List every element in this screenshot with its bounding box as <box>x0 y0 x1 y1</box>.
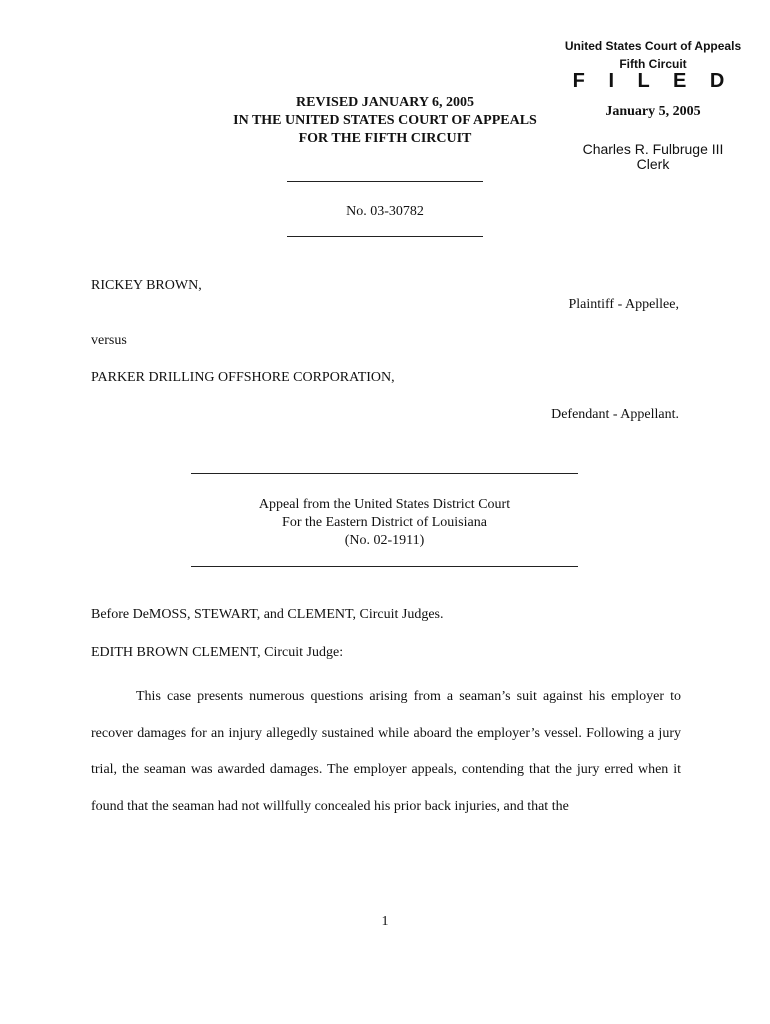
docket-number: No. 03-30782 <box>346 204 424 219</box>
stamp-court-name: United States Court of Appeals <box>564 39 742 53</box>
versus-label: versus <box>91 333 127 348</box>
stamp-clerk-name: Charles R. Fulbruge III <box>582 141 724 157</box>
stamp-circuit: Fifth Circuit <box>619 57 687 71</box>
plaintiff-name: RICKEY BROWN, <box>91 278 202 293</box>
defendant-role: Defendant - Appellant. <box>551 407 679 422</box>
stamp-filed-label: F I L E D <box>572 70 734 92</box>
circuit-line: FOR THE FIFTH CIRCUIT <box>298 131 472 146</box>
opinion-paragraph: This case presents numerous questions arising from a seaman’s suit against his employer to recover damages for an injury allegedly sustained while aboard the employer’s vessel. Following a jury trial, the seaman was awarded damages. The employer appeals, contending that the jury erred when it found that the seaman had not willfully concealed his prior back injuries, and that the <box>91 689 681 814</box>
appeal-line-1: Appeal from the United States District Court <box>258 497 511 512</box>
filed-stamp-court <box>548 37 758 73</box>
appeal-line-2: For the Eastern District of Louisiana <box>282 515 487 530</box>
stamp-filed-date: January 5, 2005 <box>605 104 701 119</box>
appeal-top-rule <box>191 473 578 474</box>
stamp-clerk-title: Clerk <box>636 156 670 172</box>
plaintiff-role: Plaintiff - Appellee, <box>568 297 679 312</box>
appeal-bottom-rule <box>191 566 578 567</box>
page-number: 1 <box>381 914 389 929</box>
docket-bottom-rule <box>287 236 483 237</box>
docket-top-rule <box>287 181 483 182</box>
caption-heading <box>200 94 570 148</box>
appeal-origin <box>191 496 578 550</box>
court-name-line: IN THE UNITED STATES COURT OF APPEALS <box>233 113 537 128</box>
stamp-clerk <box>548 142 758 172</box>
defendant-name: PARKER DRILLING OFFSHORE CORPORATION, <box>91 370 395 385</box>
revised-date-line: REVISED JANUARY 6, 2005 <box>296 95 474 110</box>
panel-judges: Before DeMOSS, STEWART, and CLEMENT, Circuit Judges. <box>91 607 444 622</box>
appeal-line-3: (No. 02-1911) <box>344 533 425 548</box>
opinion-author: EDITH BROWN CLEMENT, Circuit Judge: <box>91 645 344 660</box>
